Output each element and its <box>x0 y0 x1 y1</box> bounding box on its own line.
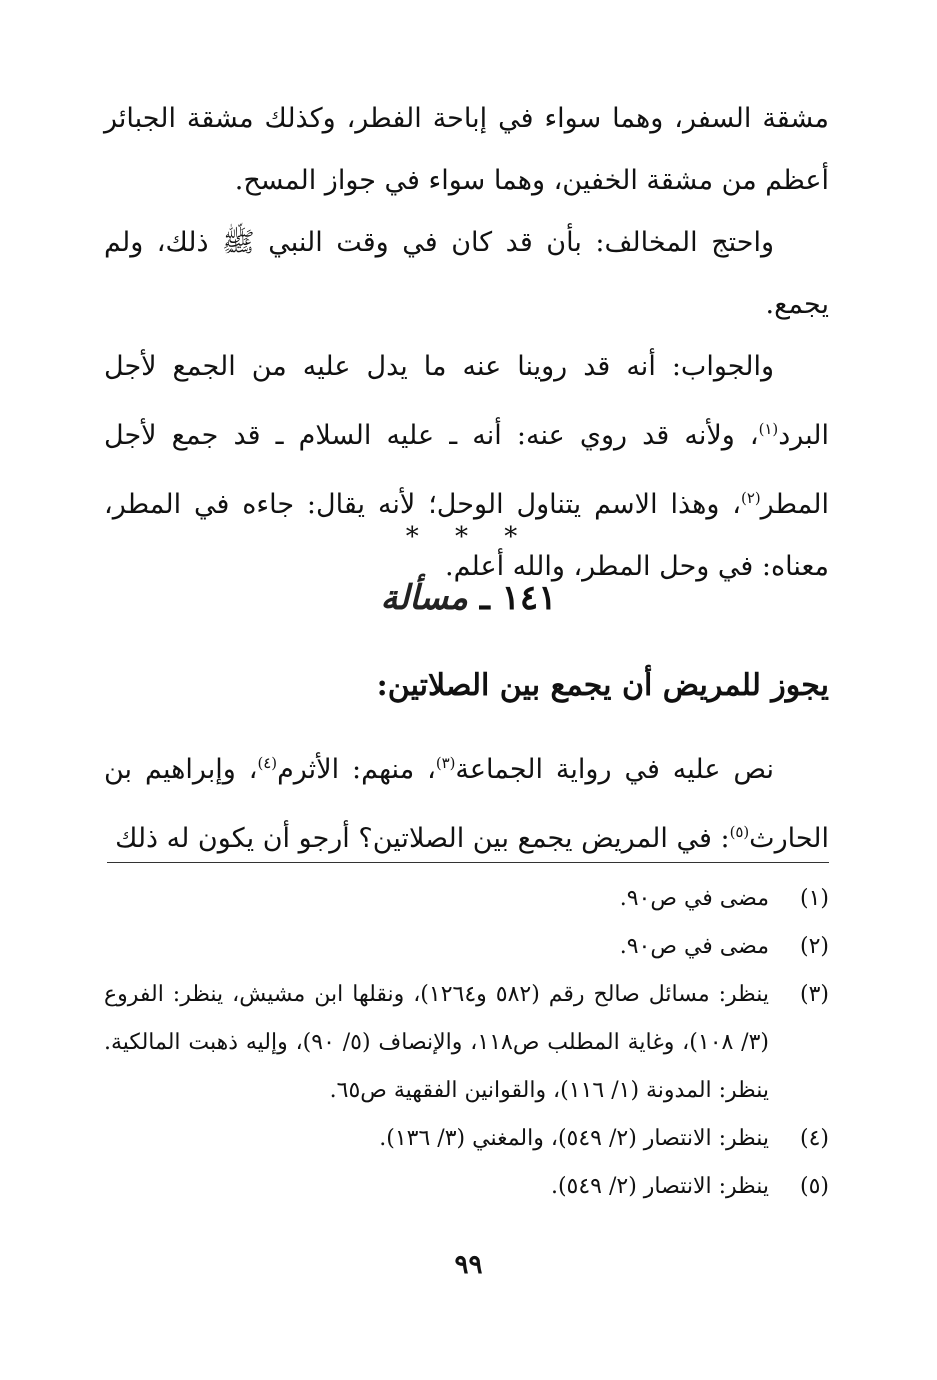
main-text-2 <box>104 732 829 870</box>
section-separator: * * * <box>405 522 532 552</box>
footnote-ref-5[interactable]: (٥) <box>729 823 750 841</box>
footnote-text: ينظر: الانتصار (٢/ ٥٤٩)، والمغني (٣/ ١٣٦). <box>379 1126 769 1151</box>
footnote-text: مضى في ص٩٠. <box>619 934 769 959</box>
footnote-ref-1[interactable]: (١) <box>758 420 779 438</box>
footnote-ref-2[interactable]: (٢) <box>741 489 761 507</box>
footnote-text: ينظر: الانتصار (٢/ ٥٤٩). <box>550 1174 769 1199</box>
footnote-text: مضى في ص٩٠. <box>619 886 769 911</box>
footnote-ref-4[interactable]: (٤) <box>257 754 278 772</box>
paragraph-4-b: ، منهم: الأثرم <box>277 754 436 785</box>
paragraph-3-c: ، وهذا الاسم يتناول الوحل؛ لأنه يقال: جاءه في المطر، معناه: في وحل المطر، والله أعلم. <box>104 489 829 582</box>
paragraph-3-b: ، ولأنه قد روي عنه: أنه ـ عليه السلام ـ قد جمع لأجل المطر <box>104 420 829 520</box>
paragraph-3 <box>104 336 829 598</box>
footnote-item <box>104 1163 829 1211</box>
paragraph-2: واحتج المخالف: بأن قد كان في وقت النبي ﷺ ذلك، ولم يجمع. <box>104 227 829 320</box>
footnote-divider <box>107 862 829 863</box>
footnotes <box>104 875 829 1211</box>
footnote-item <box>104 971 829 1115</box>
paragraph-4-c: ، وإبراهيم بن الحارث <box>104 754 829 854</box>
page-number: ٩٩ <box>454 1250 483 1280</box>
paragraph-3-a: والجواب: أنه قد روينا عنه ما يدل عليه من الجمع لأجل البرد <box>104 351 829 451</box>
paragraph-4 <box>104 732 829 870</box>
footnote-number: (٥) <box>799 1174 829 1199</box>
footnote-item <box>104 875 829 923</box>
footnote-number: (١) <box>799 886 829 911</box>
issue-heading <box>0 578 937 618</box>
footnote-text: ينظر: مسائل صالح رقم (٥٨٢ و١٢٦٤)، ونقلها ابن مشيش، ينظر: الفروع (٣/ ١٠٨)، وغاية المطلب ص١١٨، والإنصاف (٥/ ٩٠)، وإليه ذهبت المالكية. ينظر: المدونة (١/ ١١٦)، والقوانين الفقهية ص٦٥. <box>104 982 770 1103</box>
paragraph-4-a: نص عليه في رواية الجماعة <box>455 754 775 785</box>
paragraph-4-d: : في المريض يجمع بين الصلاتين؟ أرجو أن يكون له ذلك <box>115 823 730 854</box>
footnote-item <box>104 923 829 971</box>
footnote-item <box>104 1115 829 1163</box>
issue-word: مسألة <box>380 578 469 618</box>
footnote-number: (٤) <box>799 1126 829 1151</box>
footnote-number: (٢) <box>799 934 829 959</box>
paragraph-1: مشقة السفر، وهما سواء في إباحة الفطر، وكذلك مشقة الجبائر أعظم من مشقة الخفين، وهما سواء في جواز المسح. <box>104 103 829 196</box>
footnote-ref-3[interactable]: (٣) <box>435 754 456 772</box>
issue-number: ١٤١ ـ <box>479 578 557 618</box>
footnote-number: (٣) <box>799 982 829 1007</box>
section-title: يجوز للمريض أن يجمع بين الصلاتين: <box>376 668 829 703</box>
